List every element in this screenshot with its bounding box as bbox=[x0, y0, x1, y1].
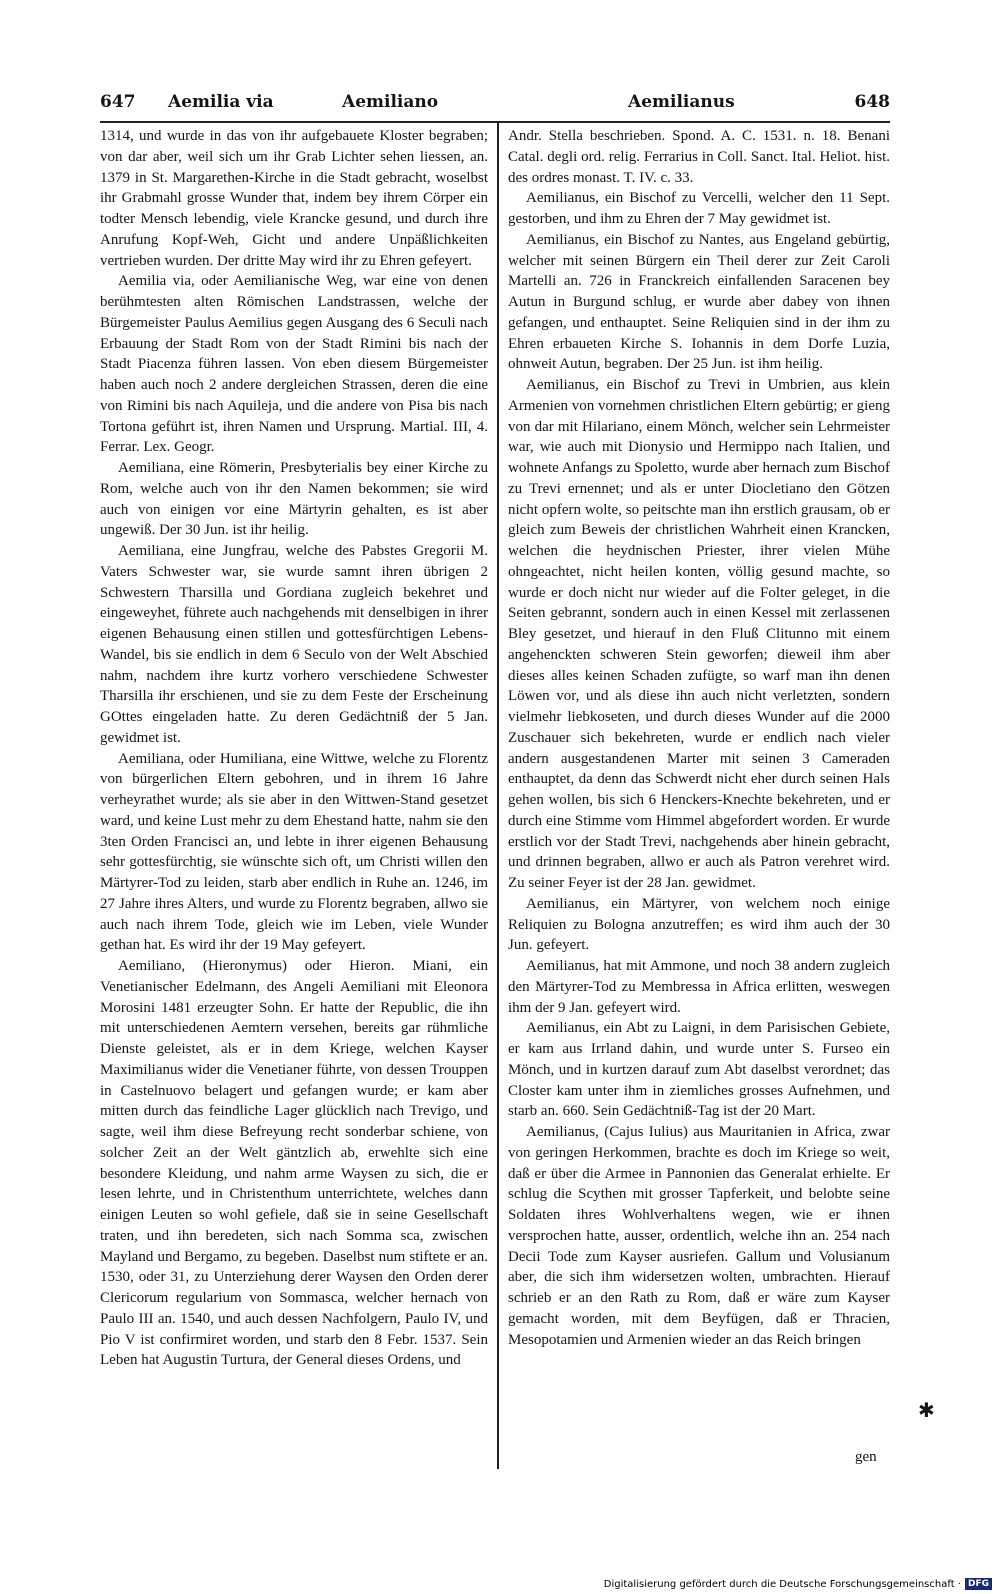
right-header-word: Aemilianus bbox=[628, 92, 735, 112]
catchword: gen bbox=[855, 1449, 877, 1465]
entry-paragraph: Aemilianus, hat mit Ammone, und noch 38 andern zugleich den Märtyrer-Tod zu Membressa in Africa erlitten, weswegen ihm der 9 Jan. gefeyert wird. bbox=[508, 958, 890, 1016]
entry-paragraph: Aemilia via, oder Aemilianische Weg, war eine von denen berühmtesten alten Römischen Landstrassen, welche der Bürgemeister Paulus Aemilius gegen Ausgang des 6 Seculi nach Erbauung der Stadt Rom von der Stadt Rimini bis nach der Stadt Piacenza führen lassen. Von eben diesem Bürgemeister haben auch noch 2 andere dergleichen Strassen, deren die eine von Rimini bis nach Aquileja, und die andere von Pisa bis nach Tortona geführt ist, ihren Namen und Ursprung. Martial. III, 4. Ferrar. Lex. Geogr. bbox=[100, 273, 488, 456]
entry-paragraph: Aemilianus, ein Märtyrer, von welchem noch einige Reliquien zu Bologna anzutreffen; es wird ihm auch der 30 Jun. gefeyert. bbox=[508, 895, 890, 954]
left-column bbox=[100, 126, 488, 1371]
dfg-logo: DFG bbox=[965, 1578, 992, 1590]
entry-paragraph: Aemiliana, eine Römerin, Presbyterialis bey einer Kirche zu Rom, welche auch von ihr den Namen bekommen; sie wird auch von einigen vor eine Märtyrin gehalten, es ist aber ungewiß. Der 30 Jun. ist ihr heilig. bbox=[100, 460, 488, 539]
right-column bbox=[508, 126, 890, 1350]
column-divider bbox=[497, 123, 499, 1469]
entry-paragraph: Aemilianus, ein Abt zu Laigni, in dem Parisischen Gebiete, er kam aus Irrland dahin, und wurde unter S. Furseo ein Mönch, und in kurtzen darauf zum Abt daselbst verordnet; das Closter kam unter ihm in ziemliches grosses Aufnehmen, und starb an. 660. Sein Gedächtniß-Tag ist der 20 Mart. bbox=[508, 1020, 890, 1120]
footer-text: Digitalisierung gefördert durch die Deutsche Forschungsgemeinschaft · bbox=[603, 1578, 961, 1590]
left-header-word-2: Aemiliano bbox=[342, 92, 439, 112]
entry-paragraph: Aemilianus, (Cajus Iulius) aus Mauritanien in Africa, zwar von geringen Herkommen, brachte es doch im Kriege so weit, daß er über die Armee in Pannonien das Generalat erhielte. Er schlug die Scythen mit grosser Tapferkeit, und belobte seine Soldaten ihres Wohlverhaltens wegen, wie er ihnen versprochen hatte, ausser, ordentlich, welche ihn an. 254 nach Decii Tode zum Kayser ausriefen. Gallum und Volusianum aber, die sich ihm widersetzen wolten, umbrachten. Hierauf schrieb er an den Rath zu Rom, daß er wäre zum Kayser gemacht worden, mit dem Beyfügen, daß er Thracien, Mesopotamien und Armenien wieder an das Reich bringen bbox=[508, 1124, 890, 1348]
entry-paragraph: Aemilianus, ein Bischof zu Nantes, aus Engeland gebürtig, welcher mit seinen Bürgern ein Theil derer zur Zeit Caroli Martelli an. 726 in Franckreich einfallenden Saracenen bey Autun in Burgund schlug, er wurde aber dabey von ihnen gefangen, und enthauptet. Seine Reliquien sind in der ihm zu Ehren erbaueten Kirche S. Iohannis in dem Dorfe Luzia, ohnweit Autun, begraben. Der 25 Jun. ist ihm heilig. bbox=[508, 231, 890, 373]
entry-paragraph: 1314, und wurde in das von ihr aufgebauete Kloster begraben; von dar aber, weil sich um ihr Grab Lichter sehen liessen, an. 1379 in St. Margarethen-Kirche in die Stadt gebracht, woselbst ihr Grabmahl grosse Wunder that, indem bey ihrem Cörper ein todter Mensch lebendig, viele Krancke gesund, und durch ihre Anrufung Kopf-Weh, Gicht und andere Unpäßlichkeiten vertrieben wurden. Der dritte May wird ihr zu Ehren gefeyert. bbox=[100, 128, 488, 269]
entry-paragraph: Aemilianus, ein Bischof zu Vercelli, welcher den 11 Sept. gestorben, und ihm zu Ehren der 7 May gewidmet ist. bbox=[508, 190, 890, 227]
digitization-footer bbox=[604, 1576, 992, 1592]
running-header bbox=[100, 92, 890, 118]
entry-paragraph: Aemiliana, oder Humiliana, eine Wittwe, welche zu Florentz von bürgerlichen Eltern gebohren, und in ihrem 16 Jahre verheyrathet wurde; als sie aber in den Wittwen-Stand gesetzet ward, und keine Lust mehr zu dem Ehestand hatte, nahm sie den 3ten Orden Francisci an, und lebte in ihrer eigenen Behausung sehr gottesfürchtig, sie wünschte sich oft, um Christi willen den Märtyrer-Tod zu leiden, starb aber endlich in Ruhe an. 1246, im 27 Jahre ihres Alters, und wurde zu Florentz begraben, allwo sie auch nach ihrem Tode, gleich wie im Leben, viele Wunder gethan hat. Es wird ihr der 19 May gefeyert. bbox=[100, 750, 488, 954]
right-page-number: 648 bbox=[854, 92, 890, 112]
left-page-number: 647 bbox=[100, 92, 136, 112]
left-header-word-1: Aemilia via bbox=[168, 92, 274, 112]
entry-paragraph: Aemilianus, ein Bischof zu Trevi in Umbrien, aus klein Armenien von vornehmen christlichen Eltern gebürtig; er gieng von dar mit Hilariano, einem Mönch, welcher sein Lehrmeister war, wie auch mit Dionysio und Hermippo nach Italien, und wohnete Anfangs zu Spoletto, wurde aber hernach zum Bischof zu Trevi ernennet; und als er unter Diocletiano den Götzen nicht opfern wolte, so peitschte man ihn erstlich grausam, ob er gleich zum Beweis der christlichen Wahrheit einen Krancken, welchen die heydnischen Priester, ihrer vielen Mühe ohngeachtet, nicht heilen konten, völlig gesund machte, so wurde er doch nicht nur wieder auf die Folter geleget, in die Seiten gebrannt, sondern auch in einen Kessel mit zerlassenen Bley gesetzet, und hierauf in den Fluß Clitunno mit einem angehenckten schweren Stein geworfen; dieweil ihm aber dieses alles keinen Schaden zufügte, so warf man ihn denen Löwen vor, und als diese ihn auch nicht verletzten, sondern vielmehr liebkoseten, und durch dieses Wunder auf die 2000 Zuschauer sich bekehreten, wurde er endlich nach vieler andern ausgestandenen Marter mit seinen 3 Cameraden enthauptet, da denn das Schwerdt nicht eher durch seinen Hals gehen wollen, bis sich 6 Henckers-Knechte bekehreten, und er durch eine Stimme vom Himmel abgefordert worden. Er wurde erstlich vor der Stadt Trevi, nachgehends aber hinein gebracht, und drinnen begraben, allwo er auch als Patron verehret wird. Zu seiner Feyer ist der 28 Jan. gewidmet. bbox=[508, 377, 890, 891]
entry-paragraph: Aemiliano, (Hieronymus) oder Hieron. Miani, ein Venetianischer Edelmann, des Angeli Aemiliani mit Eleonora Morosini 1481 erzeugter Sohn. Er hatte der Republic, die ihn mit unterschiedenen Aemtern versehen, bereits gar rühmliche Dienste geleistet, als er in dem Kriege, welchen Kayser Maximilianus wider die Venetianer führte, von dessen Trouppen in Castelnuovo belagert und gefangen wurde; er kam aber mitten durch das feindliche Lager glücklich nach Trevigo, und sagte, weil ihm diese Befreyung recht sonderbar schiene, von solcher Zeit an der Welt gäntzlich ab, erwehlte sich eine besondere Kleidung, und nahm arme Waysen zu sich, die er lesen lehrte, und in Christenthum unterrichtete, welches dann einigen Leuten so wohl gefiele, daß sie in seine Gesellschaft traten, und ihn beredeten, sich nach Somma sca, zwischen Mayland und Bergamo, zu begeben. Daselbst num stiftete er an. 1530, oder 31, zu Unterziehung derer Waysen den Orden derer Clericorum regularium von Sommasca, welcher hernach von Paulo III an. 1540, und auch dessen Nachfolgern, Paulo IV, und Pio V ist confirmiret worden, und starb den 8 Febr. 1537. Sein Leben hat Augustin Turtura, der General dieses Ordens, und bbox=[100, 958, 488, 1369]
header-rule bbox=[100, 121, 890, 123]
margin-mark-icon: ✱ bbox=[918, 1398, 935, 1422]
entry-paragraph: Andr. Stella beschrieben. Spond. A. C. 1531. n. 18. Benani Catal. degli ord. relig. Ferrarius in Coll. Sanct. Ital. Heliot. hist. des ordres monast. T. IV. c. 33. bbox=[508, 128, 890, 186]
entry-paragraph: Aemiliana, eine Jungfrau, welche des Pabstes Gregorii M. Vaters Schwester war, sie wurde samnt ihren übrigen 2 Schwestern Tharsilla und Gordiana zugleich bekehret und eingeweyhet, führete auch nachgehends mit denselbigen in ihrer eigenen Behausung einen stillen und gottesfürchtigen Lebens-Wandel, bis sie endlich in dem 6 Seculo von der Welt Abschied nahm, nachdem ihre kurtz vorhero verschiedene Schwester Tharsilla ihr erschienen, und sie zu dem Feste der Erscheinung GOttes eingeladen hatte. Zu deren Gedächtniß der 5 Jan. gewidmet ist. bbox=[100, 543, 488, 746]
